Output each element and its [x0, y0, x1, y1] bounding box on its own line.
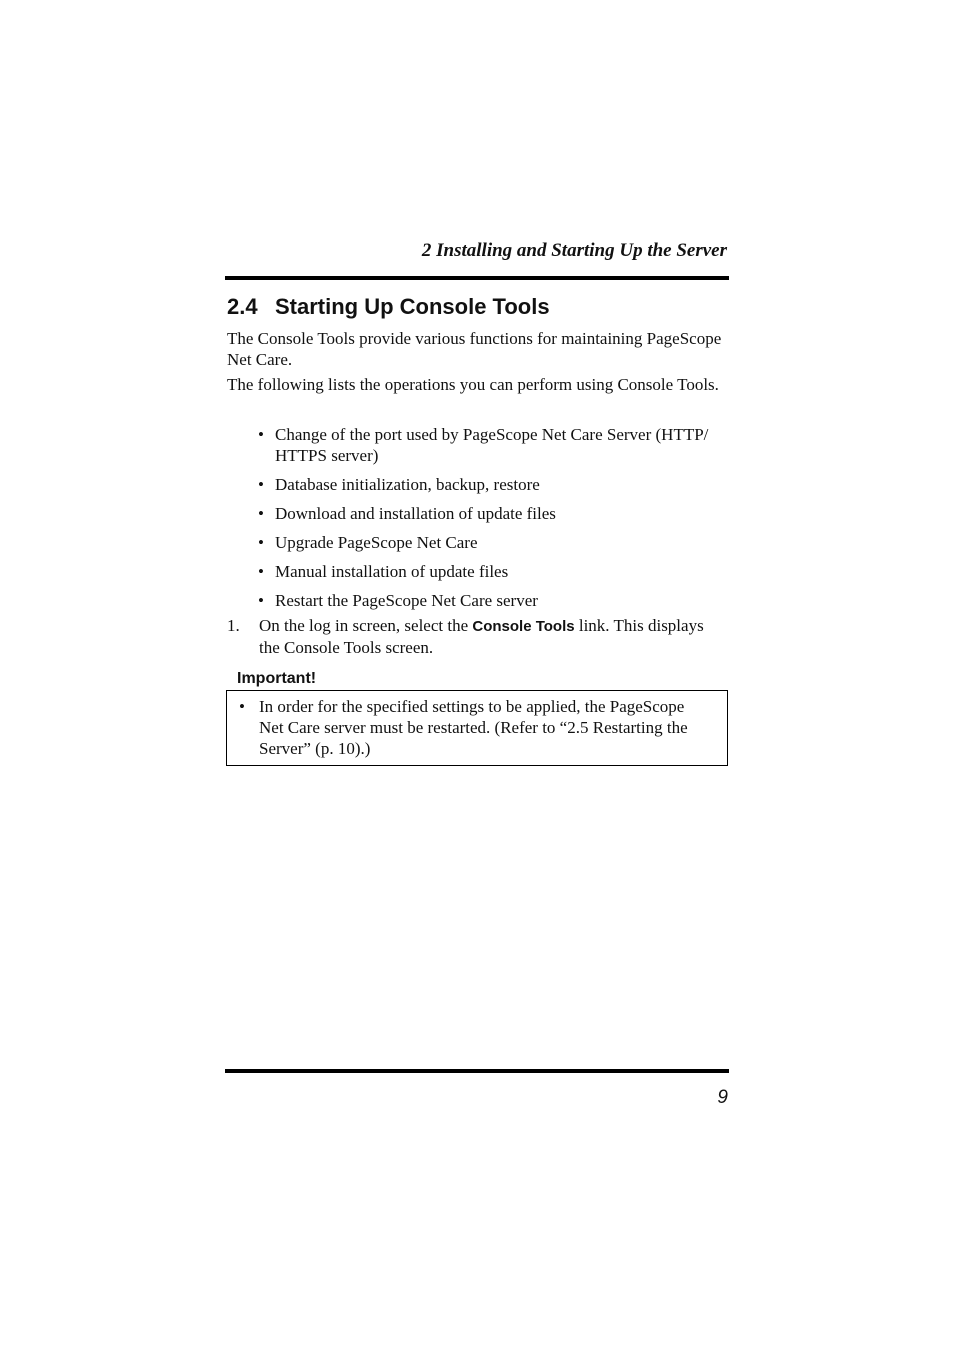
operations-list	[258, 424, 728, 619]
intro-paragraph: The Console Tools provide various functions for maintaining PageScope Net Care.	[227, 329, 722, 369]
important-item-text: In order for the specified settings to be applied, the PageScope Net Care server must be restarted. (Refer to “2.5 Restarting the Server” (p. 10).)	[259, 697, 688, 758]
bullet-icon: •	[258, 475, 264, 494]
list-item-text: Download and installation of update files	[275, 504, 556, 523]
page-number: 9	[717, 1087, 728, 1108]
list-item-text: Database initialization, backup, restore	[275, 475, 540, 494]
list-item-text: Upgrade PageScope Net Care	[275, 533, 478, 552]
list-item-text: Change of the port used by PageScope Net Care Server (HTTP/ HTTPS server)	[275, 425, 709, 465]
bullet-icon: •	[258, 425, 264, 444]
important-label: Important!	[237, 670, 317, 687]
list-item	[258, 424, 728, 466]
step-number: 1.	[227, 616, 240, 635]
section-title: Starting Up Console Tools	[275, 294, 550, 319]
procedure-step	[227, 615, 728, 658]
list-item-text: Restart the PageScope Net Care server	[275, 591, 538, 610]
bullet-icon: •	[258, 591, 264, 610]
important-box	[226, 690, 728, 766]
section-heading	[227, 292, 550, 322]
step-text-after: link. This displays the Console Tools screen.	[259, 616, 704, 657]
list-item	[258, 503, 728, 524]
running-header: 2 Installing and Starting Up the Server	[421, 240, 727, 261]
list-item-text: Manual installation of update files	[275, 562, 509, 581]
list-item	[258, 561, 728, 582]
list-item	[258, 474, 728, 495]
console-tools-link-label: Console Tools	[472, 618, 575, 635]
bullet-icon: •	[258, 504, 264, 523]
bullet-icon: •	[239, 697, 245, 716]
section-number: 2.4	[227, 294, 258, 319]
header-rule	[225, 276, 729, 280]
bullet-icon: •	[258, 562, 264, 581]
bullet-icon: •	[258, 533, 264, 552]
footer-rule	[225, 1069, 729, 1073]
step-text-before: On the log in screen, select the	[259, 616, 473, 635]
step-text	[259, 615, 728, 658]
list-item	[258, 590, 728, 611]
list-item	[258, 532, 728, 553]
important-item	[239, 696, 713, 759]
list-intro-paragraph: The following lists the operations you can perform using Console Tools.	[227, 375, 719, 394]
